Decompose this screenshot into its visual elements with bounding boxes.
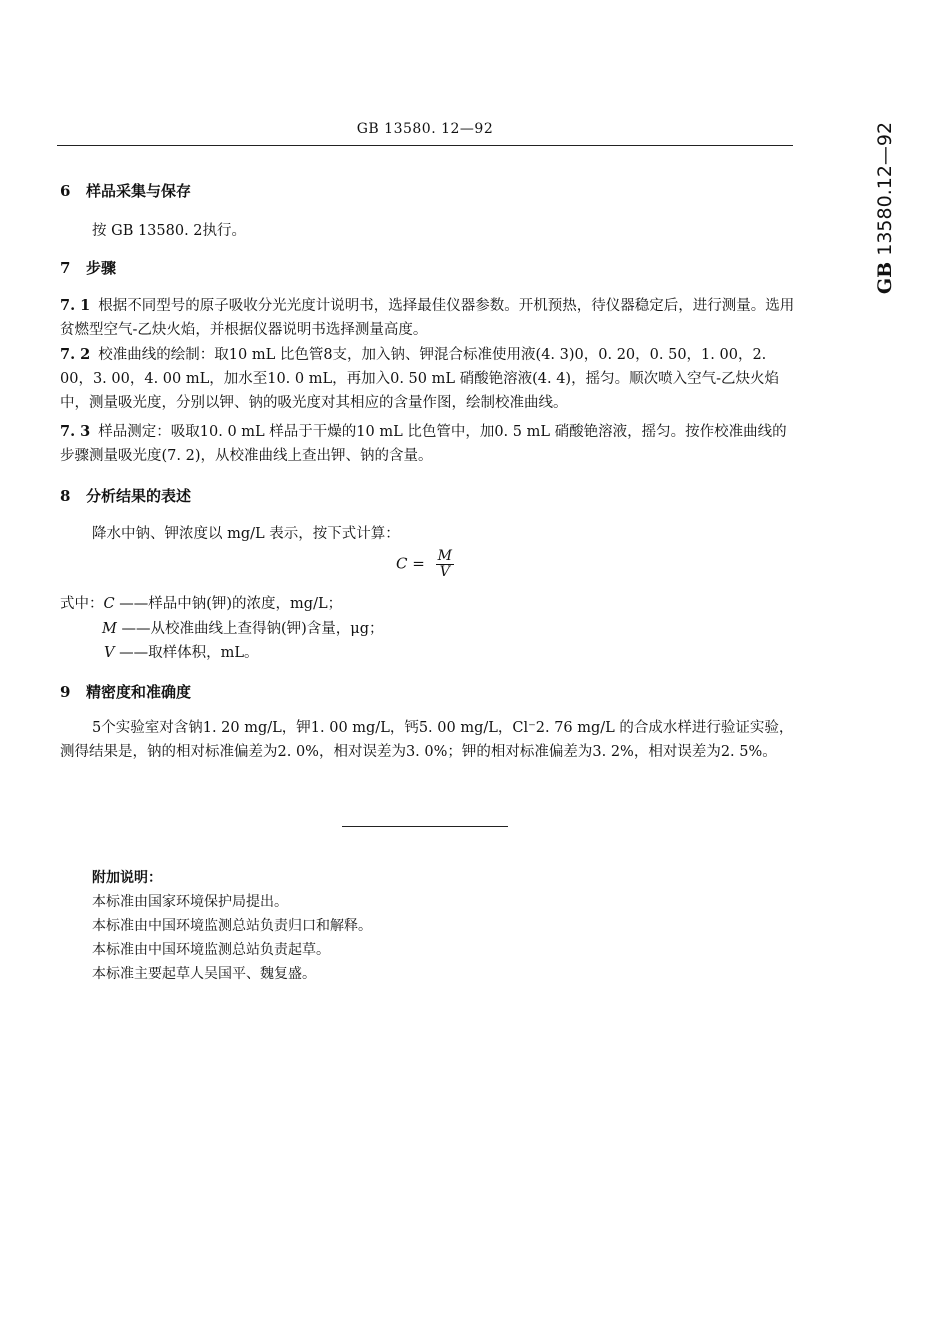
side-code-rest: 13580.12—92 xyxy=(874,121,896,262)
paragraph-7-1 xyxy=(60,294,795,342)
paragraph-number: 7. 1 xyxy=(60,297,91,314)
section-title: 样品采集与保存 xyxy=(86,182,192,200)
paragraph-text: 样品测定：吸取10. 0 mL 样品于干燥的10 mL 比色管中，加0. 5 mL 硝酸铯溶液，摇匀。按作校准曲线的步骤测量吸光度(7. 2)，从校准曲线上查出钾、钠的含量。 xyxy=(60,424,787,464)
paragraph-number: 7. 2 xyxy=(60,346,91,363)
section-9-heading xyxy=(60,681,191,702)
section-number: 6 xyxy=(60,182,71,200)
note-line: 本标准由中国环境监测总站负责起草。 xyxy=(92,942,330,958)
section-8-heading xyxy=(60,485,191,506)
variable-m xyxy=(102,617,384,638)
note-line: 本标准由国家环境保护局提出。 xyxy=(92,894,288,910)
header-rule xyxy=(57,145,793,146)
variable-desc: ——从校准曲线上查得钠(钾)含量，μg； xyxy=(121,621,384,637)
section-number: 7 xyxy=(60,259,71,277)
paragraph-text: 校准曲线的绘制：取10 mL 比色管8支，加入钠、钾混合标准使用液(4. 3)0，0. 20，0. 50，1. 00，2. 00，3. 00，4. 00 mL，加水至10. 0 mL，再加入0. 50 mL 硝酸铯溶液(4. 4)，摇匀。顺次喷入空气-乙炔火焰中，测量吸光度，分别以钾、钠的吸光度对其相应的含量作图，绘制校准曲线。 xyxy=(60,347,779,411)
section-7-heading xyxy=(60,257,116,278)
variable-desc: ——样品中钠(钾)的浓度，mg/L； xyxy=(119,596,343,612)
formula-numerator: M xyxy=(437,548,452,564)
section-title: 步骤 xyxy=(86,259,117,277)
page-header: GB 13580. 12—92 xyxy=(356,121,494,137)
formula-lhs: C = xyxy=(396,554,425,573)
formula-denominator: V xyxy=(439,564,450,580)
section-6-heading xyxy=(60,180,191,201)
formula xyxy=(396,549,454,580)
formula-fraction xyxy=(436,549,454,580)
variable-symbol: M xyxy=(102,621,117,637)
variable-c xyxy=(60,592,342,613)
variable-symbol: C xyxy=(103,596,115,612)
section-8-intro: 降水中钠、钾浓度以 mg/L 表示，按下式计算： xyxy=(92,526,400,542)
notes-title: 附加说明： xyxy=(92,870,162,886)
paragraph-text: 根据不同型号的原子吸收分光光度计说明书，选择最佳仪器参数。开机预热，待仪器稳定后，进行测量。选用贫燃型空气-乙炔火焰，并根据仪器说明书选择测量高度。 xyxy=(60,298,795,338)
side-standard-code xyxy=(840,118,930,298)
note-line: 本标准由中国环境监测总站负责归口和解释。 xyxy=(92,918,372,934)
variable-v xyxy=(104,641,258,662)
section-9-text: 5个实验室对含钠1. 20 mg/L，钾1. 00 mg/L，钙5. 00 mg/L，Cl⁻2. 76 mg/L 的合成水样进行验证实验，测得结果是，钠的相对标准偏差为2. 0%，相对误差为3. 0%；钾的相对标准偏差为3. 2%，相对误差为2. 5%。 xyxy=(60,720,794,760)
paragraph-number: 7. 3 xyxy=(60,423,91,440)
variable-symbol: V xyxy=(104,645,115,661)
section-6-text: 按 GB 13580. 2执行。 xyxy=(92,223,247,239)
side-code-prefix: GB xyxy=(874,261,896,295)
section-number: 9 xyxy=(60,683,71,701)
additional-notes xyxy=(92,866,372,986)
paragraph-7-2 xyxy=(60,343,795,415)
section-title: 精密度和准确度 xyxy=(86,683,192,701)
end-divider xyxy=(342,826,508,827)
where-label: 式中： xyxy=(60,596,104,612)
note-line: 本标准主要起草人吴国平、魏复盛。 xyxy=(92,966,316,982)
variable-desc: ——取样体积，mL。 xyxy=(119,645,259,661)
section-number: 8 xyxy=(60,487,71,505)
section-title: 分析结果的表述 xyxy=(86,487,192,505)
paragraph-7-3 xyxy=(60,420,795,468)
